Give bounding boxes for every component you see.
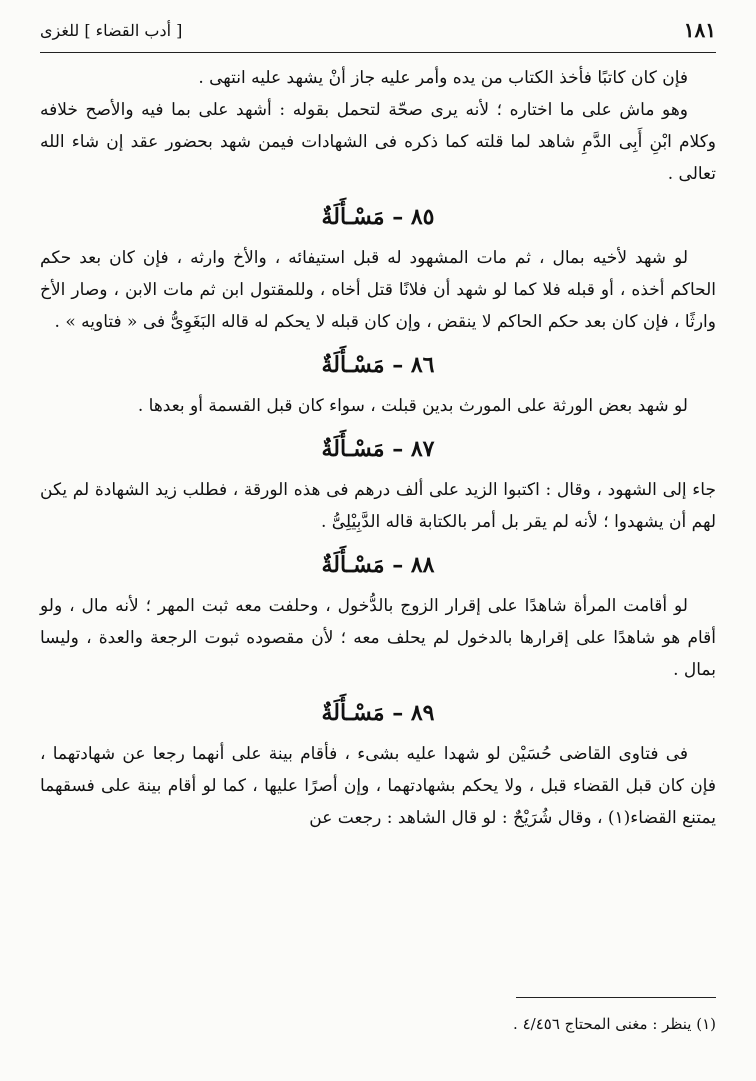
footnote: (١) ينظر : مغنى المحتاج ٤/٤٥٦ . [513,1015,716,1033]
footnote-rule [516,997,716,998]
header-rule [40,52,716,53]
paragraph-3: لو شهد لأخيه بمال ، ثم مات المشهود له قبل استيفائه ، والأخ وارثه ، فإن كان بعد حكم الحاكم أخذه ، أو قبله فلا كما لو شهد أن فلانًا قتل أخاه ، وللمقتول ابن ثم مات الابن ، وصار الأخ وارثًا ، فإن كان بعد حكم الحاكم لا ينقض ، وإن كان قبله لا يحكم له قاله البَغَوِىُّ فى « فتاويه » . [40,248,716,332]
page-number: ١٨١ [683,18,716,42]
paragraph-7: فى فتاوى القاضى حُسَيْن لو شهدا عليه بشىء ، فأقام بينة على أنهما رجعا عن شهادتهما ، فإن كان قبل القضاء قبل ، ولا يحكم بشهادتهما ، وإن أصرًا عليها ، كما لو أقام بينة على فسقهما يمتنع القضاء(١) ، وقال شُرَيْحٌ : لو قال الشاهد : رجعت عن [40,744,716,828]
paragraph-1: فإن كان كاتبًا فأخذ الكتاب من يده وأمر عليه جاز أنْ يشهد عليه انتهى . [198,68,688,88]
paragraph-6: لو أقامت المرأة شاهدًا على إقرار الزوج بالدُّخول ، وحلفت معه ثبت المهر ؛ لأنه مال ، ولو أقام هو شاهدًا على إقرارها بالدخول لم يحلف معه ؛ لأن مقصوده ثبوت الرجعة والعدة ، وليسا بمال . [40,596,716,680]
issue-heading-89: ٨٩ – مَسْـأَلَةٌ [321,700,435,726]
issue-heading-85: ٨٥ – مَسْـأَلَةٌ [321,204,435,230]
page-body [40,62,716,834]
issue-heading-88: ٨٨ – مَسْـأَلَةٌ [321,552,435,578]
paragraph-4: لو شهد بعض الورثة على المورث بدين قبلت ، سواء كان قبل القسمة أو بعدها . [137,396,688,416]
paragraph-5: جاء إلى الشهود ، وقال : اكتبوا الزيد على ألف درهم فى هذه الورقة ، فطلب زيد الشهادة لم يكن لهم أن يشهدوا ؛ لأنه لم يقر بل أمر بالكتابة قاله الدَّبِيْلِىُّ . [40,480,716,532]
page-header [40,14,716,46]
running-title: [ أدب القضاء ] للغزى [40,20,183,40]
issue-heading-86: ٨٦ – مَسْـأَلَةٌ [321,352,435,378]
issue-heading-87: ٨٧ – مَسْـأَلَةٌ [321,436,435,462]
paragraph-2: وهو ماش على ما اختاره ؛ لأنه يرى صحّة لتحمل بقوله : أشهد على بما فيه والأصح خلافه وكلام ابْنِ أَبِى الدَّمِ شاهد لما قلته كما ذكره فى الشهادات فيمن شهد بحضور عقد إن شاء الله تعالى . [40,100,716,184]
